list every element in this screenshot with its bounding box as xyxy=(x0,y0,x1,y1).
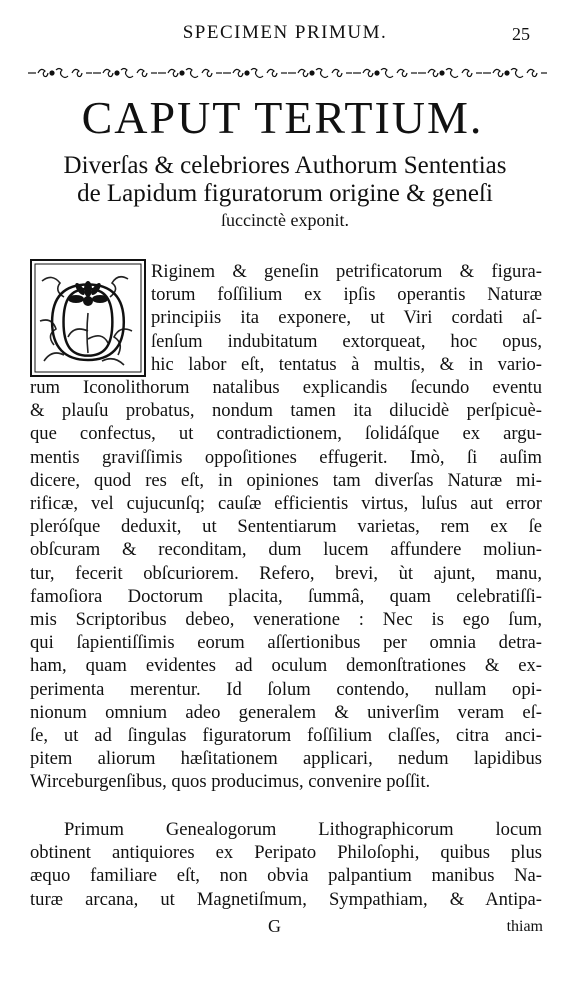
subtitle-line: ſuccinctè exponit. xyxy=(221,210,349,230)
text-line: qui ſapientiſſimis eorum aſſertionibus per omnia detra- xyxy=(30,632,542,654)
running-title: SPECIMEN PRIMUM. xyxy=(182,22,388,43)
text-line: Wirceburgenſibus, quos producimus, convenire poſſit. xyxy=(30,771,431,793)
text-line: nionum omnium adeo generalem & univerſim veram eſ- xyxy=(30,701,542,723)
text-line: mentis graviſſimis oppoſitiones effugerit. Imò, ſi auſim xyxy=(30,446,542,468)
chapter-subtitle xyxy=(30,152,540,232)
text-line: hic labor eſt, tentatus à multis, & in vario- xyxy=(151,353,542,375)
text-line: tur, fecerit obſcuriorem. Refero, brevi, ùt ajunt, manu, xyxy=(30,562,542,584)
text-line: torum foſſilium ex ipſis operantis Naturæ xyxy=(151,284,542,306)
text-line: Riginem & geneſin petrificatorum & figura- xyxy=(151,261,542,282)
text-line: ſe, ut ad ſingulas figuratorum foſſilium claſſes, citra anci- xyxy=(30,725,542,747)
text-line: que confectus, ut contradictionem, ſolidáſque ex argu- xyxy=(30,423,542,445)
text-line: æquo familiare eſt, non obvia palpantium manibus Na- xyxy=(30,865,542,887)
text-line: obſcuram & reconditam, dum lucem affundere moliun- xyxy=(30,539,542,561)
text-line: pitem aliorum hæſitationem applicari, nedum lapidibus xyxy=(30,748,542,770)
paragraph-1 xyxy=(30,260,542,794)
chapter-title: CAPUT TERTIUM. xyxy=(81,92,484,143)
ornamental-rule xyxy=(28,64,548,82)
initial-letter: O xyxy=(47,261,129,375)
paragraph-2 xyxy=(30,818,542,911)
text-line: principiis ita exponere, ut Viri cordati aſ- xyxy=(151,307,542,329)
catchword: thiam xyxy=(506,918,543,935)
text-line: Primum Genealogorum Lithographicorum locum xyxy=(64,819,542,840)
text-line: dicere, quod res eſt, in opiniones tam diverſas Naturæ mi- xyxy=(30,469,542,491)
text-line: ſenſum indubitatum extorqueat, hoc opus, xyxy=(151,330,542,352)
text-line: obtinent antiquiores ex Peripato Philoſophi, quibus plus xyxy=(30,842,542,864)
text-line: pleróſque deduxit, ut Sententiarum varietas, rem ex ſe xyxy=(30,516,542,538)
text-line: rificæ, vel cujucunſq; cauſæ efficientis virtus, luſus aut error xyxy=(30,493,542,515)
text-line: turæ arcana, ut Magnetiſmum, Sympathiam, & Antipa- xyxy=(30,888,542,910)
text-line: ham, quam evidentes ad oculum demonſtrationes & ex- xyxy=(30,655,542,677)
text-line: & plauſu probatus, nondum tamen ita dilucidè perſpicuè- xyxy=(30,400,542,422)
running-head xyxy=(40,22,530,48)
subtitle-line: Diverſas & celebriores Authorum Sententias xyxy=(63,152,507,179)
text-line: mis Scriptoribus debeo, veneratione : Nec is ego ſum, xyxy=(30,609,542,631)
text-line: rum Iconolithorum natalibus explicandis ſecundo eventu xyxy=(30,377,542,399)
page-number: 25 xyxy=(512,24,530,44)
signature-mark: G xyxy=(268,916,281,936)
subtitle-line: de Lapidum figuratorum origine & geneſi xyxy=(77,180,493,207)
text-line: perimenta merentur. Id ſolum contendo, nullam opi- xyxy=(30,678,542,700)
text-line: famoſiora Doctorum placita, ſummâ, quam celebratiſſi- xyxy=(30,585,542,607)
